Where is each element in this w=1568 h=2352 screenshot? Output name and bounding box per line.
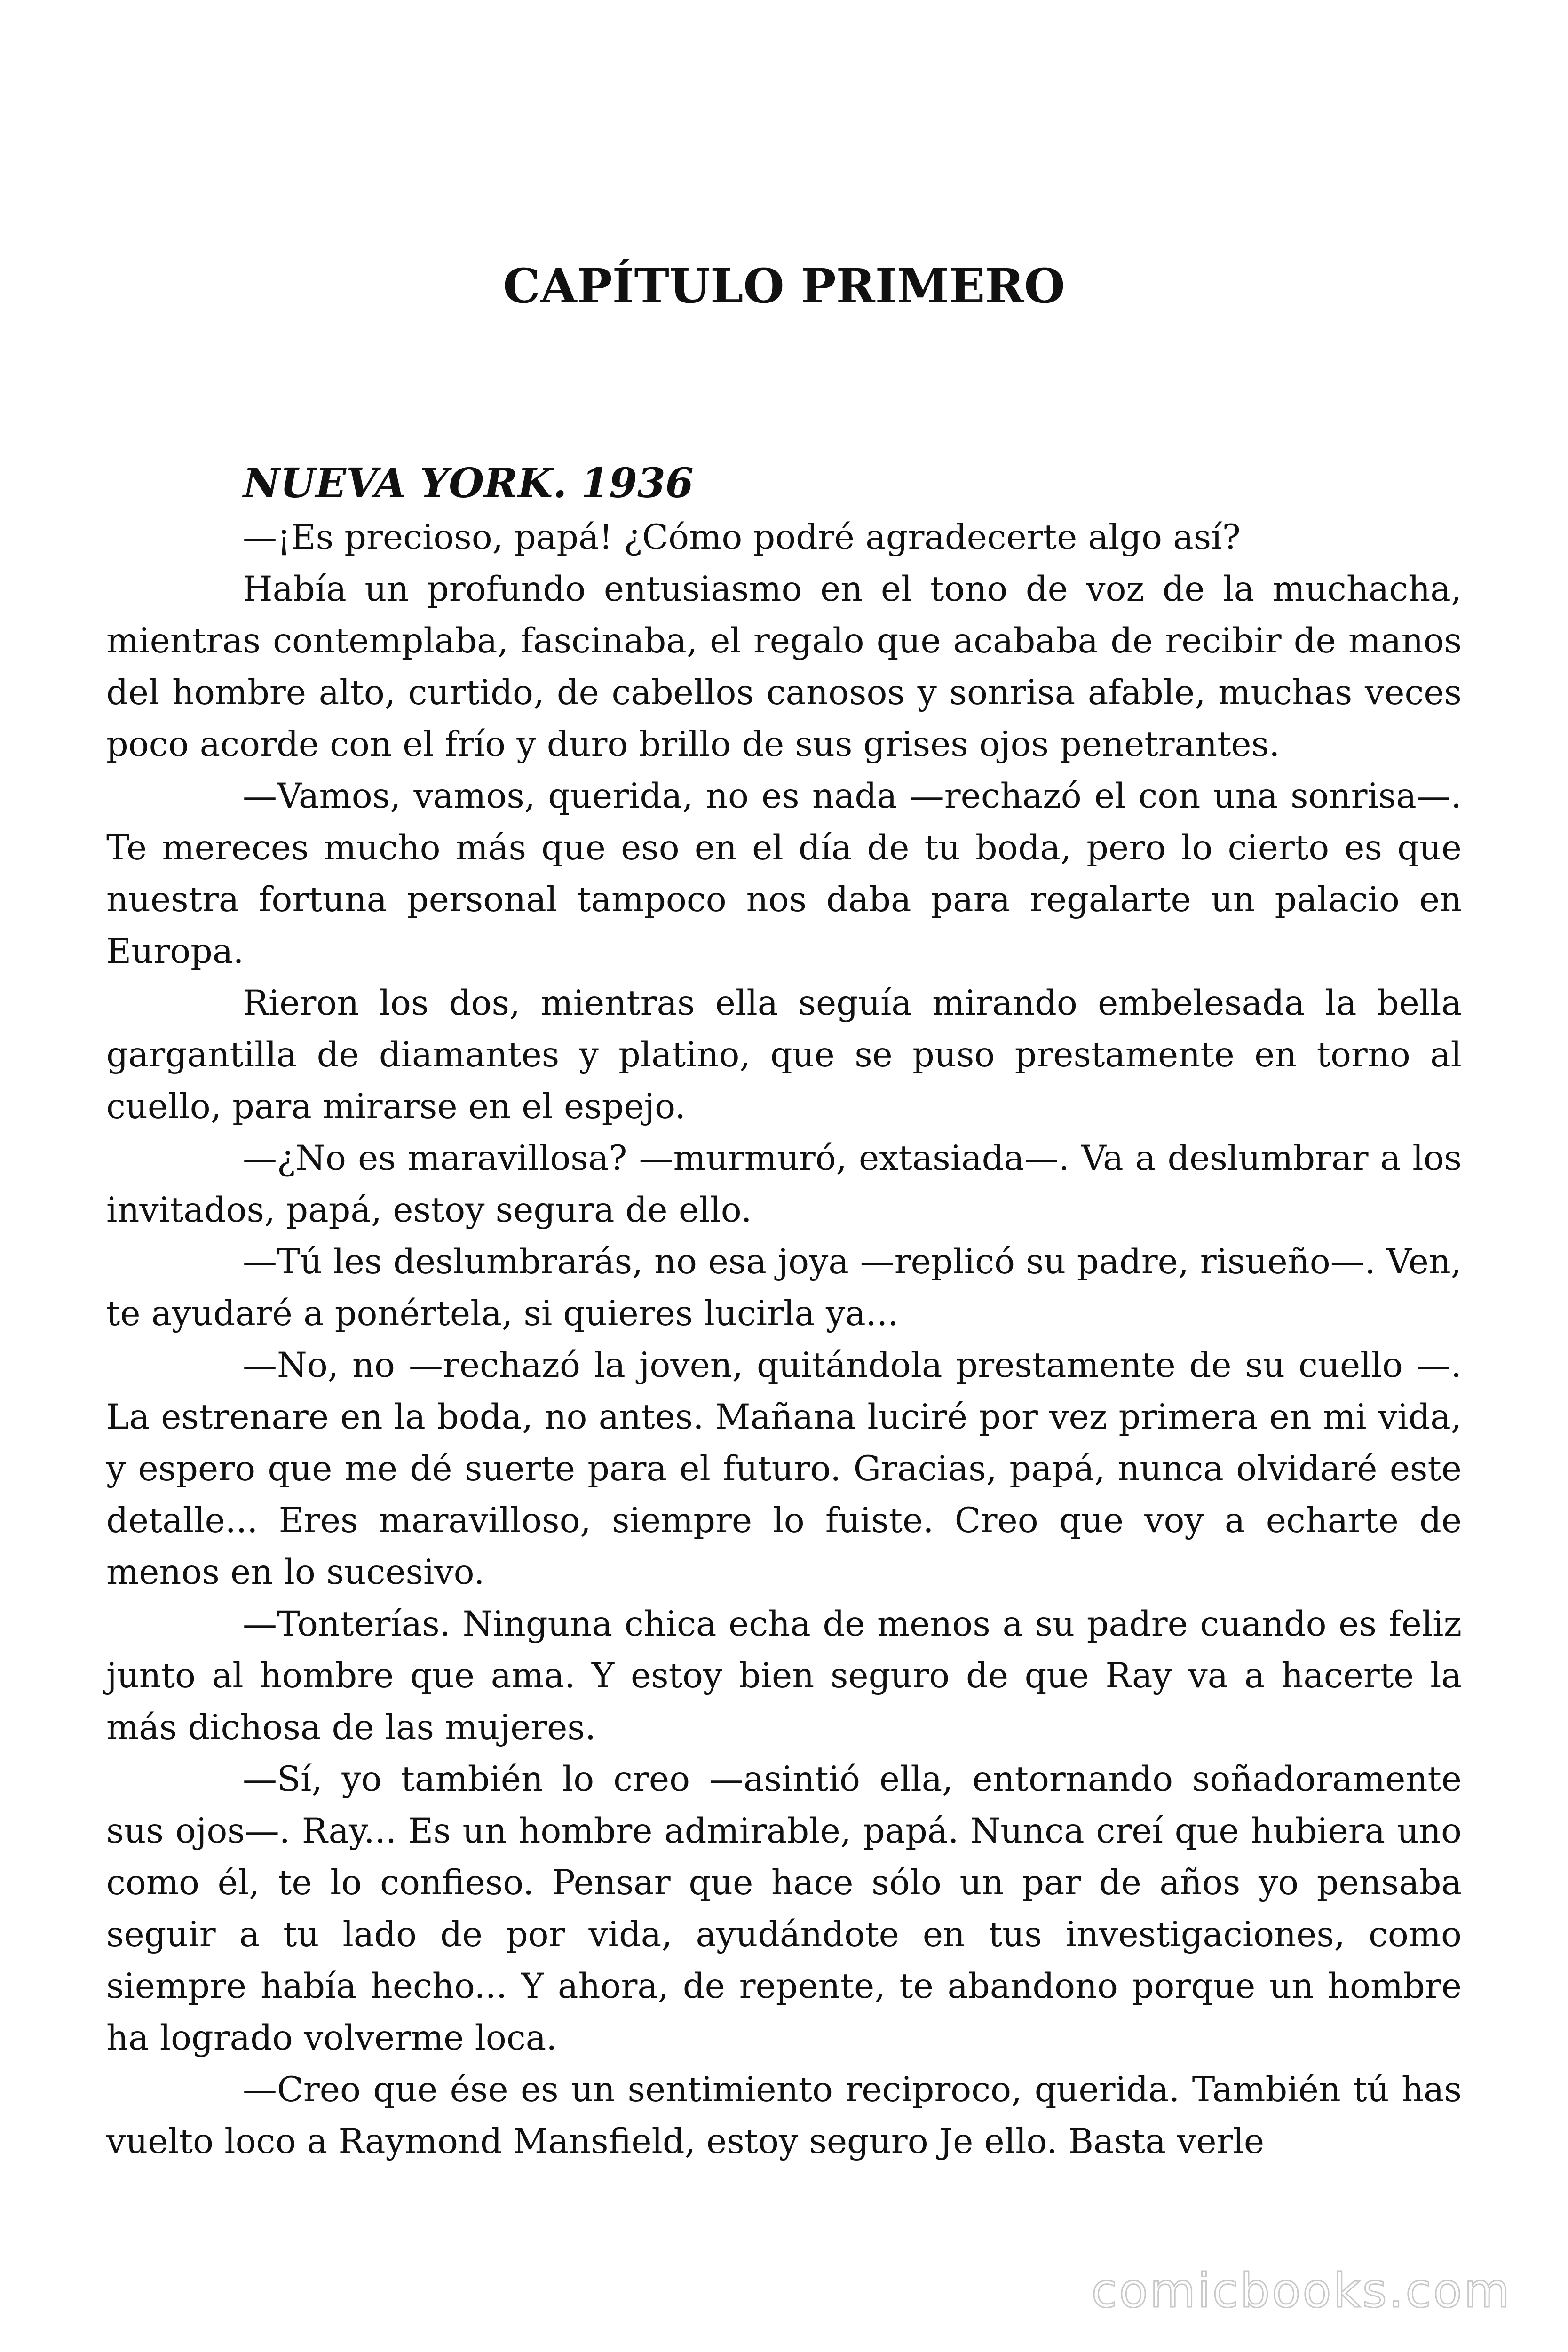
chapter-title: CAPÍTULO PRIMERO [503,258,1065,314]
paragraph: —Tonterías. Ninguna chica echa de menos a su padre cuando es feliz junto al hombre que ama. Y estoy bien seguro de que Ray va a hacerte la más dichosa de las mujeres. [106,1604,1462,1748]
paragraph: Había un profundo entusiasmo en el tono de voz de la muchacha, mientras contemplaba, fascinaba, el regalo que acababa de recibir de manos del hombre alto, curtido, de cabellos canosos y sonrisa afable, muchas veces poco acorde con el frío y duro brillo de sus grises ojos penetrantes. [106,569,1462,764]
section-heading: NUEVA YORK. 1936 [243,460,694,507]
paragraph: —Creo que ése es un sentimiento reciproco, querida. También tú has vuelto loco a Raymond Mansfield, estoy seguro Je ello. Basta verle [106,2070,1462,2161]
paragraph: —Vamos, vamos, querida, no es nada —rechazó el con una sonrisa—. Te mereces mucho más que eso en el día de tu boda, pero lo cierto es que nuestra fortuna personal tampoco nos daba para regalarte un palacio en Europa. [106,776,1462,971]
chapter-body [106,455,1462,2168]
paragraph: —Sí, yo también lo creo —asintió ella, entornando soñadoramente sus ojos—. Ray... Es un hombre admirable, papá. Nunca creí que hubiera uno como él, te lo confieso. Pensar que hace sólo un par de años yo pensaba seguir a tu lado de por vida, ayudándote en tus investigaciones, como siempre había hecho... Y ahora, de repente, te abandono porque un hombre ha logrado volverme loca. [106,1759,1462,2058]
paragraph: —Tú les deslumbrarás, no esa joya —replicó su padre, risueño—. Ven, te ayudaré a ponértela, si quieres lucirla ya... [106,1242,1462,1334]
paragraph: —No, no —rechazó la joven, quitándola prestamente de su cuello —. La estrenare en la boda, no antes. Mañana luciré por vez primera en mi vida, y espero que me dé suerte para el futuro. Gracias, papá, nunca olvidaré este detalle... Eres maravilloso, siempre lo fuiste. Creo que voy a echarte de menos en lo sucesivo. [106,1345,1462,1592]
paragraph: —¿No es maravillosa? —murmuró, extasiada—. Va a deslumbrar a los invitados, papá, estoy segura de ello. [106,1138,1462,1230]
watermark: comicbooks.com [1091,2263,1512,2318]
paragraph: —¡Es precioso, papá! ¿Cómo podré agradecerte algo así? [243,517,1241,557]
paragraph: Rieron los dos, mientras ella seguía mirando embelesada la bella gargantilla de diamantes y platino, que se puso prestamente en torno al cuello, para mirarse en el espejo. [106,983,1462,1127]
